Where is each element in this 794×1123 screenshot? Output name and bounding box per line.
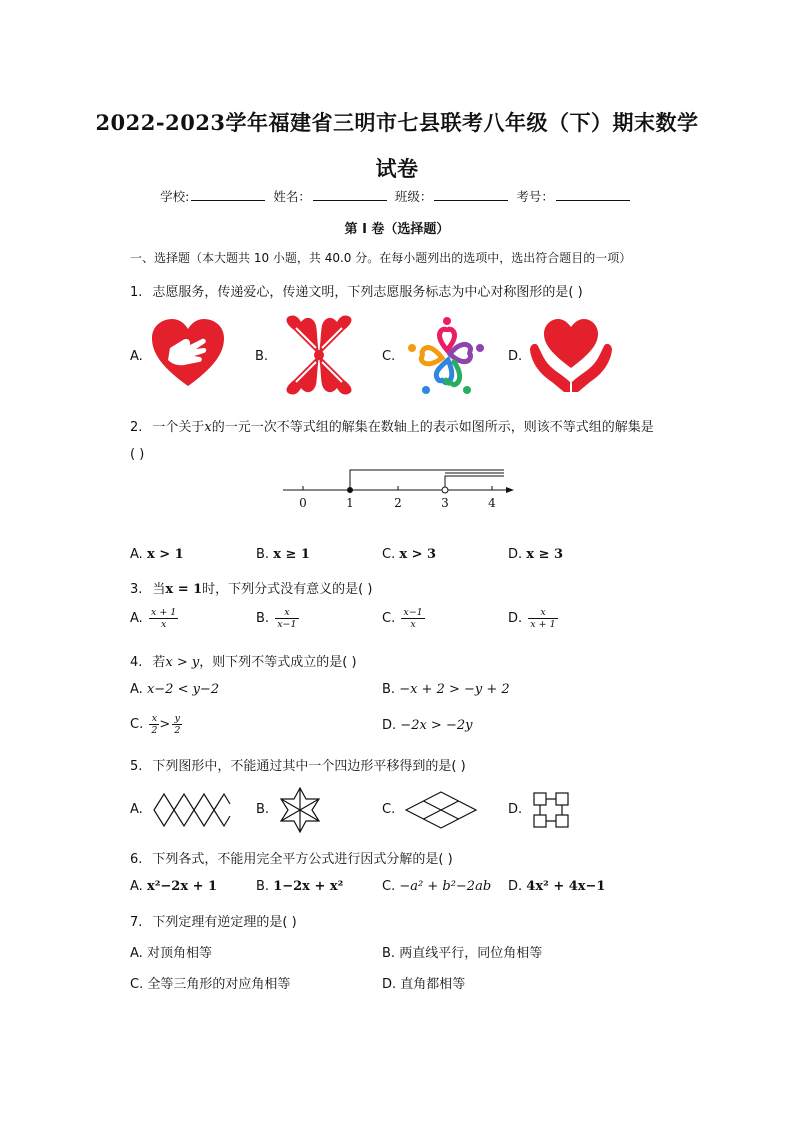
q3-option-d: D. $\frac{x}{x + 1}$	[508, 607, 556, 630]
part-title: 第 I 卷（选择题）	[344, 222, 450, 237]
tick-label: 0	[299, 496, 307, 510]
question-4	[130, 651, 357, 670]
q3-option-b: B. $\frac{x}{x-1}$	[256, 607, 297, 630]
option-math: −2x > −2y	[400, 718, 473, 733]
option-math: 4x² + 4x−1	[526, 879, 606, 894]
question-number: 5.	[130, 759, 143, 774]
q1-option-a-label: A.	[130, 349, 143, 364]
four-squares-icon	[530, 789, 572, 831]
option-text: 全等三角形的对应角相等	[147, 977, 291, 992]
q2-option-c: C. x > 3	[382, 547, 437, 562]
five-color-hearts-logo-icon	[404, 314, 490, 398]
question-number: 1.	[130, 285, 143, 300]
option-text: 直角都相等	[400, 977, 466, 992]
page-title: 2022-2023学年福建省三明市七县联考八年级（下）期末数学试卷	[95, 110, 699, 181]
math-expression: x > y	[165, 655, 200, 670]
q6-option-c: C. −a² + b²−2ab	[382, 879, 492, 894]
q4-option-d: D. −2x > −2y	[382, 718, 473, 733]
q1-option-d-label: D.	[508, 349, 523, 364]
q6-option-b: B. 1−2x + x²	[256, 879, 344, 894]
option-math: 1−2x + x²	[273, 879, 344, 894]
question-number: 2.	[130, 420, 143, 435]
exam-number-blank	[556, 190, 630, 201]
q3-option-c: C. $\frac{x-1}{x}$	[382, 607, 423, 630]
q4-option-a: A. x−2 < y−2	[130, 682, 220, 697]
six-point-star-icon	[278, 786, 322, 834]
question-stem: 下列定理有逆定理的是( )	[152, 915, 297, 930]
tick-label: 3	[441, 496, 449, 510]
question-2-line2: ( )	[130, 447, 145, 462]
q2-option-a: A. x > 1	[130, 547, 184, 562]
q1-option-c-label: C.	[382, 349, 396, 364]
heart-hand-logo-icon	[150, 318, 226, 390]
q7-option-a: A. 对顶角相等	[130, 946, 212, 961]
question-stem: 下列各式，不能用完全平方公式进行因式分解的是( )	[152, 852, 453, 867]
student-info-line	[0, 187, 794, 205]
option-math: x−2 < y−2	[146, 682, 220, 697]
option-math: x²−2x + 1	[146, 879, 218, 894]
option-math: −x + 2 > −y + 2	[399, 682, 510, 697]
class-blank	[434, 190, 508, 201]
question-number: 4.	[130, 655, 143, 670]
school-blank	[191, 190, 265, 201]
question-stem-part: 当	[152, 582, 166, 597]
row-of-rhombuses-icon	[152, 792, 232, 828]
fraction: $\frac{x}{2}$	[151, 713, 158, 736]
question-2	[130, 416, 654, 435]
option-math: x ≥ 1	[273, 547, 310, 562]
name-blank	[313, 190, 387, 201]
q7-option-d: D. 直角都相等	[382, 977, 466, 992]
question-5	[130, 755, 466, 774]
question-stem-part: 若	[152, 655, 166, 670]
question-6	[130, 848, 453, 867]
question-7	[130, 911, 297, 930]
fraction: $\frac{x-1}{x}$	[403, 607, 423, 630]
option-math: x > 1	[146, 547, 184, 562]
question-stem-part: 时，下列分式没有意义的是( )	[202, 582, 373, 597]
q2-option-b: B. x ≥ 1	[256, 547, 310, 562]
fraction: $\frac{x}{x + 1}$	[530, 607, 556, 630]
question-stem-part: 一个关于	[152, 420, 205, 435]
q3-option-a: A. $\frac{x + 1}{x}$	[130, 607, 177, 630]
q7-option-b: B. 两直线平行，同位角相等	[382, 946, 543, 961]
option-text: 两直线平行，同位角相等	[399, 946, 543, 961]
q5-option-b-label: B.	[256, 802, 270, 817]
four-heart-hands-logo-icon	[278, 314, 360, 396]
school-label: 学校:	[160, 189, 190, 204]
fraction: $\frac{x + 1}{x}$	[150, 607, 177, 630]
q5-option-c-label: C.	[382, 802, 396, 817]
q4-option-c: C. $\frac{x}{2}$ > $\frac{y}{2}$	[130, 713, 181, 736]
q6-option-a: A. x²−2x + 1	[130, 879, 218, 894]
option-math: −a² + b²−2ab	[399, 879, 492, 894]
number-line	[278, 466, 518, 514]
math-expression: x = 1	[165, 582, 203, 597]
heart-between-hands-icon	[528, 316, 614, 394]
q4-option-b: B. −x + 2 > −y + 2	[382, 682, 510, 697]
section-heading: 一、选择题（本大题共 10 小题，共 40.0 分。在每小题列出的选项中，选出符合题目的一项）	[130, 251, 632, 265]
tick-label: 2	[394, 496, 402, 510]
question-number: 3.	[130, 582, 143, 597]
question-number: 6.	[130, 852, 143, 867]
q1-option-b-label: B.	[255, 349, 269, 364]
rhombus-grid-icon	[404, 790, 478, 830]
q6-option-d: D. 4x² + 4x−1	[508, 879, 606, 894]
math-variable: x	[204, 420, 212, 435]
question-stem: 志愿服务，传递爱心，传递文明，下列志愿服务标志为中心对称图形的是( )	[152, 285, 583, 300]
option-math: x > 3	[399, 547, 437, 562]
q5-option-a-label: A.	[130, 802, 143, 817]
q5-option-d-label: D.	[508, 802, 523, 817]
question-1	[130, 281, 583, 300]
question-stem-part: ，则下列不等式成立的是( )	[199, 655, 357, 670]
question-3	[130, 578, 372, 597]
class-label: 班级：	[394, 189, 433, 204]
q2-option-d: D. x ≥ 3	[508, 547, 564, 562]
q7-option-c: C. 全等三角形的对应角相等	[130, 977, 291, 992]
question-number: 7.	[130, 915, 143, 930]
option-text: 对顶角相等	[146, 946, 212, 961]
tick-label: 4	[488, 496, 496, 510]
exam-number-label: 考号：	[516, 189, 554, 204]
fraction: $\frac{y}{2}$	[174, 713, 181, 736]
fraction: $\frac{x}{x-1}$	[277, 607, 297, 630]
question-stem: 下列图形中，不能通过其中一个四边形平移得到的是( )	[152, 759, 466, 774]
question-stem-part: 的一元一次不等式组的解集在数轴上的表示如图所示，则该不等式组的解集是	[211, 420, 654, 435]
option-math: x ≥ 3	[526, 547, 564, 562]
tick-label: 1	[346, 496, 354, 510]
name-label: 姓名：	[273, 189, 311, 204]
